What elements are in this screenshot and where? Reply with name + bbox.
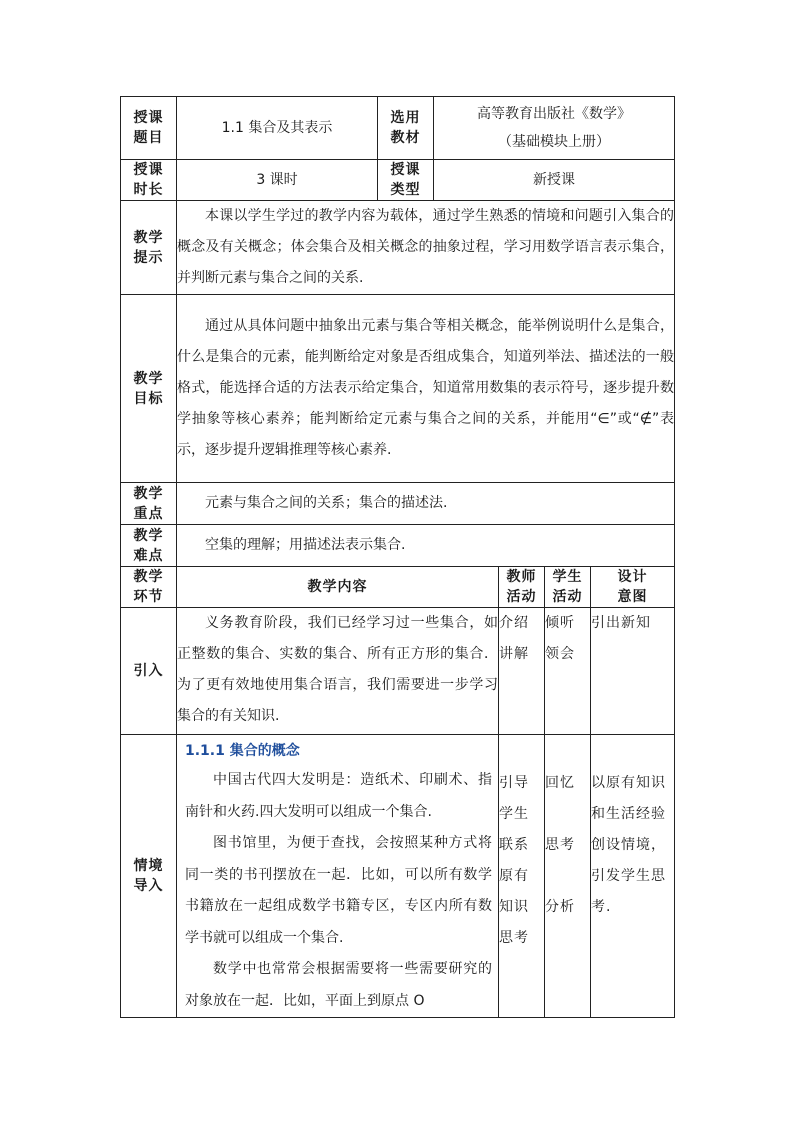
intro-design-intent: 引出新知 <box>591 608 675 735</box>
key-points-text: 元素与集合之间的关系；集合的描述法. <box>177 483 675 525</box>
goals-text: 通过从具体问题中抽象出元素与集合等相关概念，能举例说明什么是集合，什么是集合的元素，能判断给定对象是否组成集合，知道列举法、描述法的一般格式，能选择合适的方法表示给定集合，知道常用数集的表示符号，逐步提升数学抽象等核心素养；能判断给定元素与集合之间的关系，并能用“∈”或“∉”表示，逐步提升逻辑推理等核心素养. <box>177 295 675 483</box>
situation-paragraph: 图书馆里，为便于查找，会按照某种方式将同一类的书刊摆放在一起．比如，可以所有数学书籍放在一起组成数学书籍专区，专区内所有数学书就可以组成一个集合. <box>185 835 492 946</box>
type-label: 授课 类型 <box>378 160 434 201</box>
textbook-line2: （基础模块上册） <box>498 134 610 150</box>
lesson-plan-table <box>120 96 675 1018</box>
situation-teacher-activity: 引导 学生 联系 原有 知识 思考 <box>499 735 545 1018</box>
intro-teacher-activity: 介绍 讲解 <box>499 608 545 735</box>
col-stage-header: 教学 环节 <box>121 567 177 608</box>
situation-content <box>177 735 499 1018</box>
col-student-header: 学生 活动 <box>545 567 591 608</box>
stage-situation: 情境 导入 <box>121 735 177 1018</box>
intro-student-activity: 倾听 领会 <box>545 608 591 735</box>
intro-content: 义务教育阶段，我们已经学习过一些集合，如正整数的集合、实数的集合、所有正方形的集合．为了更有效地使用集合语言，我们需要进一步学习集合的有关知识. <box>177 608 499 735</box>
situation-paragraph: 中国古代四大发明是：造纸术、印刷术、指南针和火药.四大发明可以组成一个集合. <box>185 772 492 820</box>
textbook-cell <box>434 97 675 160</box>
key-points-label: 教学 重点 <box>121 483 177 525</box>
goals-label: 教学 目标 <box>121 295 177 483</box>
situation-student-activity: 回忆 思考 分析 <box>545 735 591 1018</box>
textbook-line1: 高等教育出版社《数学》 <box>477 106 631 122</box>
duration-label: 授课 时长 <box>121 160 177 201</box>
section-heading: 1.1.1 集合的概念 <box>185 743 300 759</box>
course-title-label: 授课 题目 <box>121 97 177 160</box>
stage-intro: 引入 <box>121 608 177 735</box>
col-teacher-header: 教师 活动 <box>499 567 545 608</box>
difficulties-text: 空集的理解；用描述法表示集合. <box>177 525 675 567</box>
situation-design-intent: 以原有知识和生活经验创设情境，引发学生思考. <box>591 735 675 1018</box>
course-title: 1.1 集合及其表示 <box>177 97 378 160</box>
table-row <box>121 735 675 1018</box>
textbook-label: 选用 教材 <box>378 97 434 160</box>
tips-text: 本课以学生学过的教学内容为载体，通过学生熟悉的情境和问题引入集合的概念及有关概念；体会集合及相关概念的抽象过程，学习用数学语言表示集合，并判断元素与集合之间的关系. <box>177 201 675 295</box>
duration-value: 3 课时 <box>177 160 378 201</box>
table-row <box>121 608 675 735</box>
situation-paragraph: 数学中也常常会根据需要将一些需要研究的对象放在一起．比如，平面上到原点 O <box>185 961 492 1009</box>
tips-label: 教学 提示 <box>121 201 177 295</box>
type-value: 新授课 <box>434 160 675 201</box>
col-intent-header: 设计 意图 <box>591 567 675 608</box>
difficulties-label: 教学 难点 <box>121 525 177 567</box>
col-content-header: 教学内容 <box>177 567 499 608</box>
